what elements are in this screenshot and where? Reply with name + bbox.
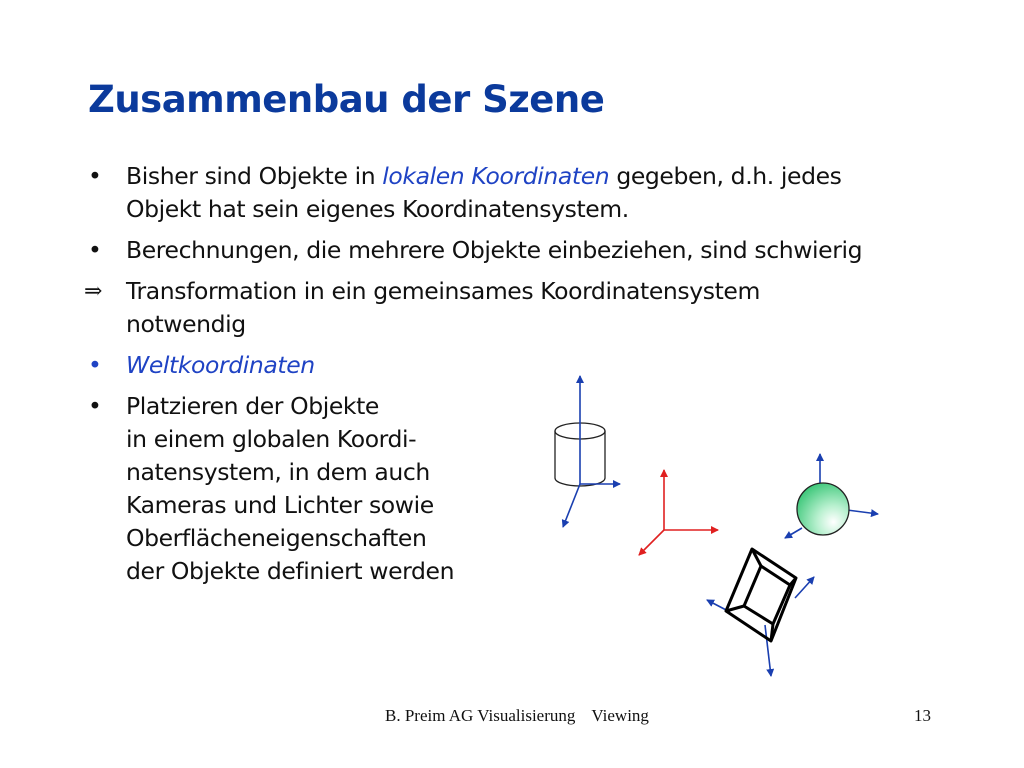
highlight-term: Weltkoordinaten (126, 351, 315, 379)
slide-footer (385, 706, 665, 726)
bullet-text: Transformation in ein gemeinsames Koordinatensystem (126, 277, 760, 305)
implies-arrow-icon: ⇒ (84, 279, 103, 304)
bullet-marker: • (88, 392, 102, 420)
bullet-text: Berechnungen, die mehrere Objekte einbeziehen, sind schwierig (126, 236, 863, 264)
bullet-text: Kameras und Lichter sowie (126, 491, 434, 519)
bullet-text: natensystem, in dem auch (126, 458, 430, 486)
bullet-text: Objekt hat sein eigenes Koordinatensystem. (126, 195, 629, 223)
page-number: 13 (914, 706, 931, 725)
bullet-text: notwendig (126, 310, 246, 338)
bullet-text: gegeben, d.h. jedes (609, 162, 842, 190)
bullet-text: Oberflächeneigenschaften (126, 524, 427, 552)
wireframe-cube-object (726, 549, 796, 641)
slide-title: Zusammenbau der Szene (88, 78, 605, 121)
footer-author: B. Preim AG Visualisierung (385, 706, 576, 725)
footer-topic: Viewing (591, 706, 649, 725)
bullet-marker: • (88, 351, 102, 379)
bullet-text: Platzieren der Objekte (126, 392, 379, 420)
world-axes (639, 470, 718, 555)
cube-local-axes (707, 577, 814, 676)
highlight-term: lokalen Koordinaten (382, 162, 610, 190)
sphere-object (797, 483, 849, 535)
bullet-text: der Objekte definiert werden (126, 557, 455, 585)
bullet-text: Bisher sind Objekte in (126, 162, 383, 190)
bullet-marker: • (88, 162, 102, 190)
bullet-marker: • (88, 236, 102, 264)
bullet-text: in einem globalen Koordi- (126, 425, 417, 453)
